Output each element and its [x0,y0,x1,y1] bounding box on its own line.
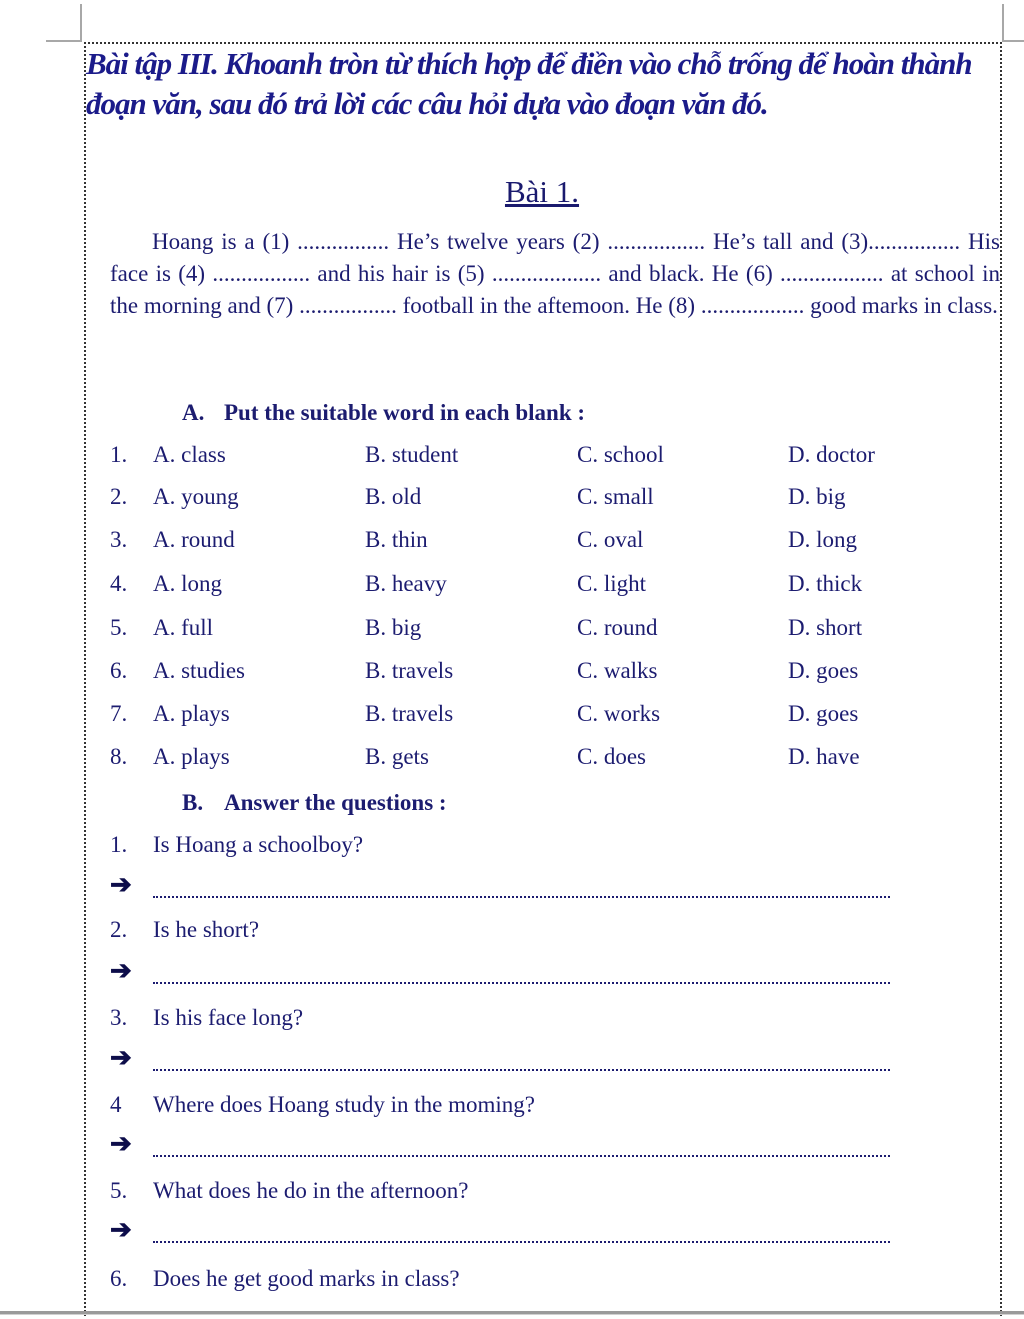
option-c[interactable]: C. walks [577,658,658,683]
option-c[interactable]: C. round [577,615,658,640]
question-text: Does he get good marks in class? [153,1266,460,1291]
option-b[interactable]: B. old [365,484,422,509]
choice-question-row [110,571,930,603]
exercise-heading: Bài tập III. Khoanh tròn từ thích hợp để điền vào chỗ trống để hoàn thành đoạn văn, sau đó trả lời các câu hỏi dựa vào đoạn văn đó. [86,46,972,121]
choice-question-row [110,744,930,776]
option-a[interactable]: A. round [153,527,235,552]
question-number: 5. [110,615,128,640]
page-corner-mark-right-h [1002,40,1024,42]
option-d[interactable]: D. goes [788,701,859,726]
question-number: 2. [110,484,128,509]
option-c[interactable]: C. school [577,442,664,467]
page-bottom-edge [0,1311,1024,1315]
section-a-letter: A. [182,400,205,425]
answer-line[interactable] [110,870,892,904]
choice-question-row [110,484,930,516]
page-corner-mark-right [1002,4,1004,42]
question-number: 8. [110,744,128,769]
option-a[interactable]: A. plays [153,744,230,769]
section-b-label: Answer the questions : [224,790,447,815]
arrow-right-icon: ➔ [110,1129,132,1158]
question-number: 4. [110,571,128,596]
answer-blank[interactable] [153,1219,890,1243]
option-b[interactable]: B. travels [365,701,454,726]
option-d[interactable]: D. thick [788,571,863,596]
option-d[interactable]: D. goes [788,658,859,683]
choice-question-row [110,701,930,733]
option-d[interactable]: D. long [788,527,857,552]
section-a-label: Put the suitable word in each blank : [224,400,586,425]
choice-question-row [110,615,930,647]
option-d[interactable]: D. doctor [788,442,875,467]
question-number: 1. [110,442,128,467]
option-b[interactable]: B. gets [365,744,429,769]
section-b-letter: B. [182,790,204,815]
answer-blank[interactable] [153,1047,890,1071]
passage-text: Hoang is a (1) ................ He’s twelve years (2) ................. He’s tall and (3)................ His face is (4) ................. and his hair is (5) ................... and black. He (6) .................. at school in the morning and (7) ................. football in the aftemoon. He (8) .................. good marks in class. [110,229,1000,318]
option-b[interactable]: B. thin [365,527,428,552]
option-c[interactable]: C. light [577,571,647,596]
section-b-heading [182,790,447,816]
option-a[interactable]: A. class [153,442,226,467]
question-text: Is his face long? [153,1005,304,1030]
question-number: 3. [110,527,128,552]
question-number: 3. [110,1005,128,1030]
option-b[interactable]: B. student [365,442,459,467]
choice-question-row [110,527,930,559]
question-number: 5. [110,1178,128,1203]
answer-blank[interactable] [153,874,890,898]
question-number: 2. [110,917,128,942]
option-d[interactable]: D. have [788,744,860,769]
answer-line[interactable] [110,956,892,990]
question-number: 6. [110,1266,128,1291]
question-text: Where does Hoang study in the moming? [153,1092,535,1117]
reading-passage [110,226,1000,322]
option-b[interactable]: B. heavy [365,571,447,596]
option-a[interactable]: A. young [153,484,239,509]
choice-question-row [110,658,930,690]
option-c[interactable]: C. small [577,484,654,509]
page-corner-mark-left-h [46,40,82,42]
question-row [110,917,259,943]
option-d[interactable]: D. short [788,615,863,640]
arrow-right-icon: ➔ [110,1043,132,1072]
arrow-right-icon: ➔ [110,956,132,985]
question-row [110,1005,303,1031]
option-b[interactable]: B. travels [365,658,454,683]
page-corner-mark-left [80,4,82,42]
option-b[interactable]: B. big [365,615,422,640]
arrow-right-icon: ➔ [110,870,132,899]
exercise-title: Bài 1. [504,174,580,209]
option-d[interactable]: D. big [788,484,846,509]
question-row [110,1178,469,1204]
question-number: 6. [110,658,128,683]
section-a-heading [182,400,585,426]
option-c[interactable]: C. does [577,744,646,769]
option-c[interactable]: C. oval [577,527,644,552]
question-number: 7. [110,701,128,726]
option-c[interactable]: C. works [577,701,661,726]
question-number: 4 [110,1092,122,1117]
answer-line[interactable] [110,1043,892,1077]
question-text: What does he do in the afternoon? [153,1178,469,1203]
option-a[interactable]: A. full [153,615,214,640]
arrow-right-icon: ➔ [110,1215,132,1244]
question-number: 1. [110,832,128,857]
question-text: Is Hoang a schoolboy? [153,832,364,857]
option-a[interactable]: A. plays [153,701,230,726]
answer-line[interactable] [110,1215,892,1249]
question-text: Is he short? [153,917,260,942]
choice-question-row [110,442,930,474]
option-a[interactable]: A. studies [153,658,245,683]
answer-blank[interactable] [153,1133,890,1157]
option-a[interactable]: A. long [153,571,222,596]
answer-line[interactable] [110,1129,892,1163]
question-row [110,1092,535,1118]
answer-blank[interactable] [153,960,890,984]
question-row [110,832,363,858]
question-row [110,1266,460,1292]
